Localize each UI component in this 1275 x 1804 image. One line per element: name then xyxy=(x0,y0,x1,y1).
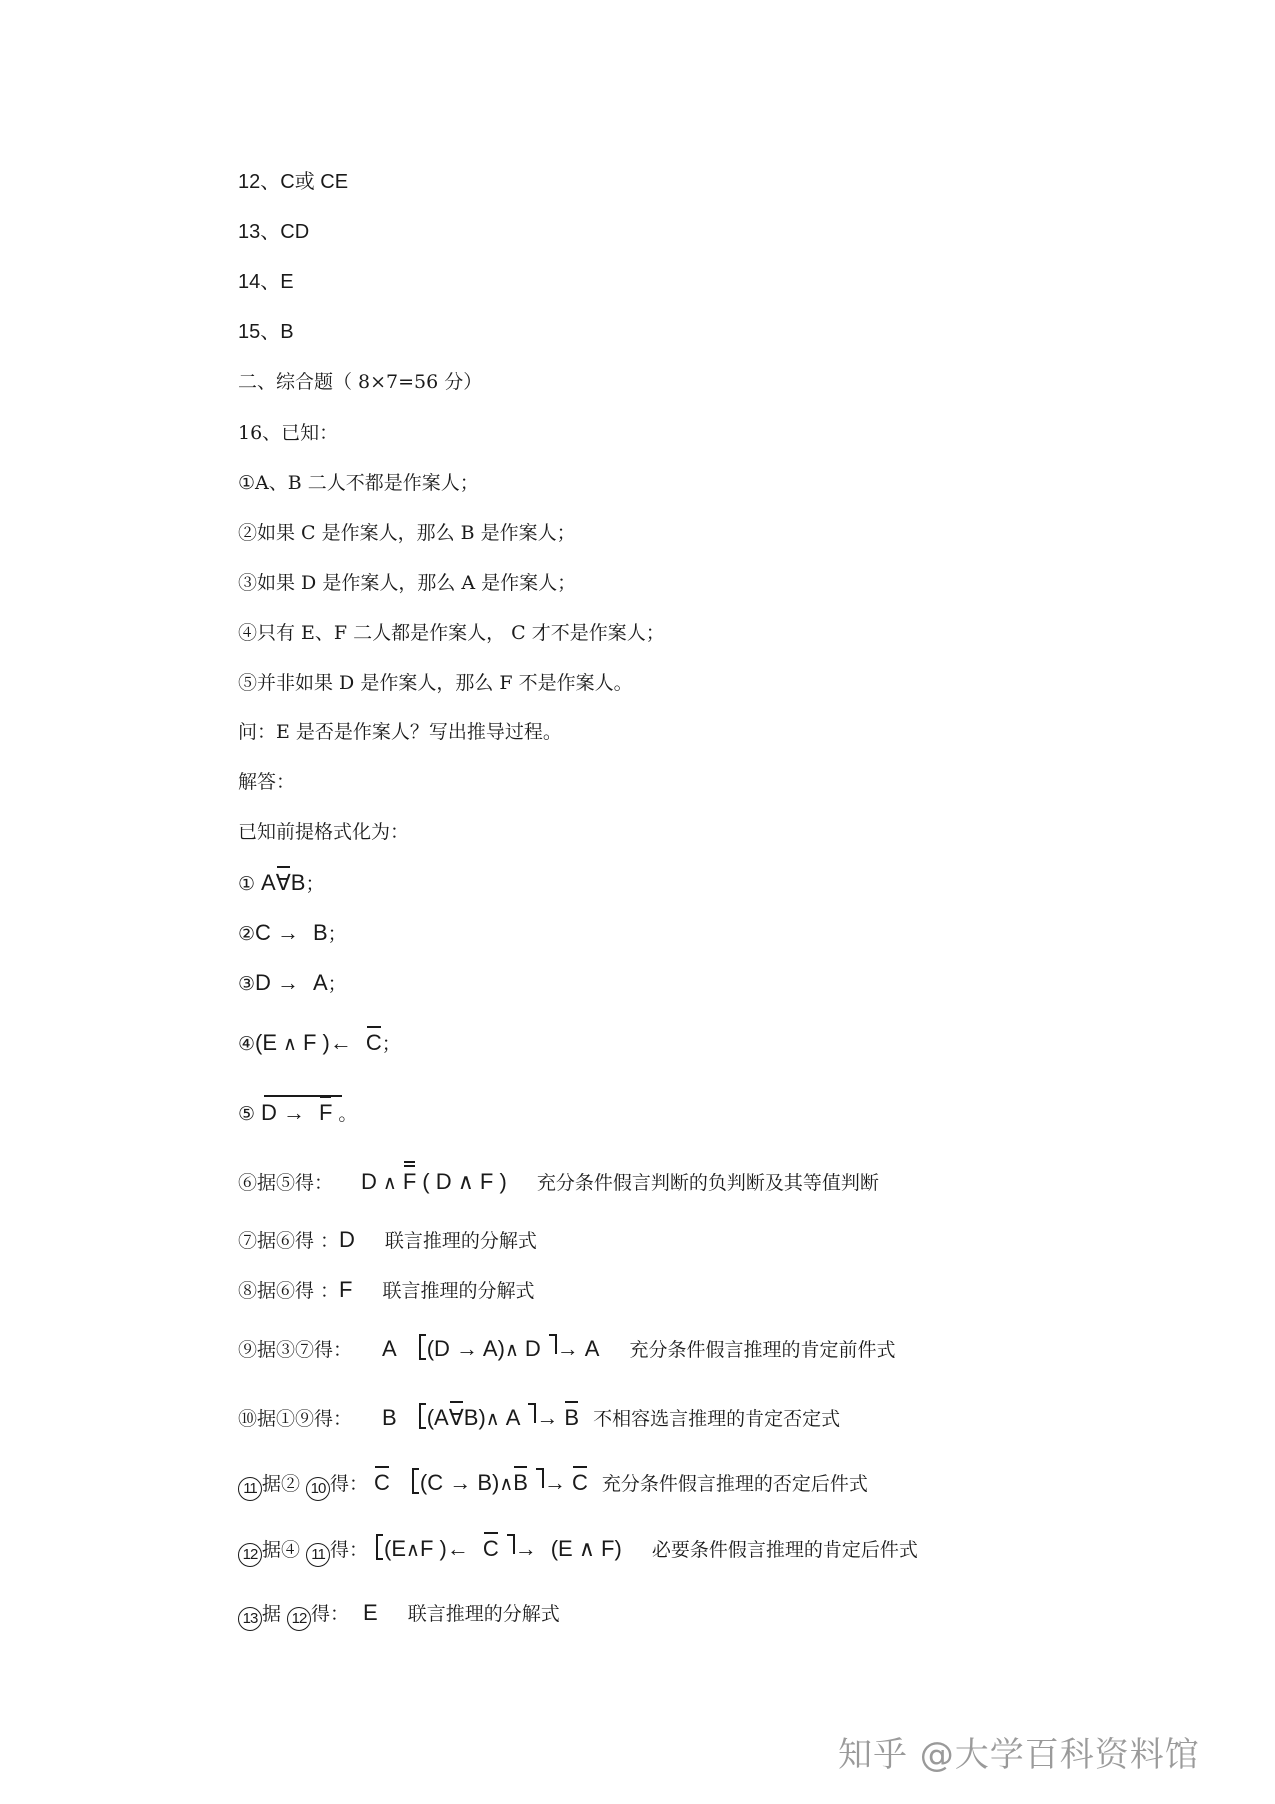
formula-2 xyxy=(238,921,347,946)
circled-number: 10 xyxy=(306,1477,330,1501)
left-bracket xyxy=(419,1403,425,1429)
step-arrow: → xyxy=(514,1536,537,1561)
formula-end: ； xyxy=(305,873,325,895)
step-label: 据 xyxy=(262,1603,282,1625)
formula-term-negated: C xyxy=(365,1030,382,1055)
right-bracket xyxy=(536,1468,544,1488)
right-bracket xyxy=(507,1534,515,1554)
step-label: 据④ xyxy=(262,1539,301,1561)
step-conclusion: A xyxy=(584,1336,600,1361)
formula-arrow: → xyxy=(276,920,299,945)
formula-number: ④ xyxy=(238,1033,256,1055)
premise-2: ②如果 C 是作案人，那么 B 是作案人； xyxy=(238,522,576,544)
step-paren: ( D ∧ F ) xyxy=(422,1169,507,1194)
step-term: A xyxy=(505,1405,521,1430)
step-term: A xyxy=(382,1336,397,1361)
formula-end: ； xyxy=(381,1033,401,1055)
formula-arrow: → xyxy=(276,970,299,995)
step-10 xyxy=(238,1403,840,1431)
step-arrow: → xyxy=(543,1470,566,1495)
step-and: ∧ xyxy=(485,1408,500,1430)
step-inner: (A xyxy=(426,1405,449,1430)
formula-3 xyxy=(238,971,347,996)
step-label: ⑩据①⑨得： xyxy=(238,1408,353,1430)
step-inner: B) xyxy=(463,1405,486,1430)
step-inner: (E xyxy=(384,1536,407,1561)
premise-5: ⑤并非如果 D 是作案人，那么 F 不是作案人。 xyxy=(238,672,633,694)
step-term: B xyxy=(382,1405,397,1430)
question-text: 问：E 是否是作案人？写出推导过程。 xyxy=(238,721,562,743)
formula-term: A xyxy=(312,970,328,995)
step-label: 得： xyxy=(330,1539,369,1561)
step-12 xyxy=(238,1534,918,1567)
step-8 xyxy=(238,1278,535,1303)
section-heading: 二、综合题（ 8×7=56 分） xyxy=(238,371,483,393)
step-reason: 不相容选言推理的肯定否定式 xyxy=(593,1408,841,1430)
step-arrow-left: ← xyxy=(446,1536,469,1561)
step-term: E xyxy=(363,1600,378,1625)
step-7 xyxy=(238,1228,537,1253)
formula-number: ③ xyxy=(238,973,256,995)
step-13 xyxy=(238,1601,560,1631)
premise-4: ④只有 E、F 二人都是作案人， C 才不是作案人； xyxy=(238,622,665,644)
step-reason: 充分条件假言推理的否定后件式 xyxy=(601,1473,868,1495)
step-label: 得： xyxy=(330,1473,369,1495)
formula-term: D xyxy=(261,1100,277,1125)
step-term: D xyxy=(339,1227,355,1252)
formalize-heading: 已知前提格式化为： xyxy=(238,821,410,843)
formula-number: ② xyxy=(238,923,256,945)
formula-term-negated: F xyxy=(318,1100,333,1125)
formula-term: B xyxy=(290,870,306,895)
answer-15: 15、B xyxy=(238,321,294,343)
formula-and: ∧ xyxy=(283,1033,297,1055)
formula-term: F ) xyxy=(302,1030,330,1055)
step-term-negated: C xyxy=(374,1470,390,1495)
answer-label: 解答： xyxy=(238,771,296,793)
formula-arrow: → xyxy=(282,1100,305,1125)
formula-1 xyxy=(238,871,325,896)
formula-end: ； xyxy=(327,973,347,995)
formula-arrow: ← xyxy=(329,1030,352,1055)
circled-number: 11 xyxy=(238,1477,262,1501)
answer-13: 13、CD xyxy=(238,221,310,243)
step-operator: ∀ xyxy=(448,1405,464,1430)
formula-end: 。 xyxy=(338,1103,358,1125)
circled-number: 13 xyxy=(238,1607,262,1631)
step-reason: 充分条件假言推理的肯定前件式 xyxy=(629,1339,896,1361)
step-term: D xyxy=(361,1169,377,1194)
step-label: 据② xyxy=(262,1473,301,1495)
step-inner: (C → B) xyxy=(419,1470,500,1495)
step-term-double-negated: F xyxy=(402,1169,417,1194)
step-conclusion: (E ∧ F) xyxy=(550,1536,622,1561)
formula-term: C xyxy=(255,920,271,945)
step-9 xyxy=(238,1334,895,1362)
step-colon: ： xyxy=(320,1230,340,1252)
formula-term: A xyxy=(261,870,276,895)
step-arrow: → xyxy=(536,1405,559,1430)
step-and: ∧ xyxy=(499,1473,514,1495)
step-and: ∧ xyxy=(382,1172,397,1194)
answer-12: 12、C或 CE xyxy=(238,171,349,193)
formula-end: ； xyxy=(327,923,347,945)
step-label: ⑧据⑥得 xyxy=(238,1280,315,1302)
step-reason: 联言推理的分解式 xyxy=(382,1280,535,1302)
step-inner: F ) xyxy=(419,1536,447,1561)
step-and: ∧ xyxy=(504,1339,519,1361)
step-arrow: → xyxy=(556,1336,579,1361)
step-reason: 充分条件假言判断的负判断及其等值判断 xyxy=(536,1172,879,1194)
step-and: ∧ xyxy=(406,1539,420,1561)
question-16: 16、已知： xyxy=(238,422,339,444)
step-label: 得： xyxy=(311,1603,350,1625)
right-bracket xyxy=(549,1334,557,1354)
step-inner: (D → A) xyxy=(426,1336,505,1361)
step-term: F xyxy=(339,1277,353,1302)
step-conclusion-negated: C xyxy=(571,1470,588,1495)
formula-4 xyxy=(238,1031,401,1056)
step-term-negated: C xyxy=(482,1536,499,1561)
circled-number: 11 xyxy=(306,1543,330,1567)
circled-number: 12 xyxy=(238,1543,262,1567)
step-reason: 联言推理的分解式 xyxy=(407,1603,560,1625)
premise-3: ③如果 D 是作案人，那么 A 是作案人； xyxy=(238,572,577,594)
left-bracket xyxy=(376,1534,382,1560)
left-bracket xyxy=(412,1468,418,1494)
step-label: ⑥据⑤得： xyxy=(238,1172,334,1194)
circled-number: 12 xyxy=(287,1607,311,1631)
step-term-negated: B xyxy=(513,1470,528,1495)
formula-operator: ∀ xyxy=(275,870,291,895)
watermark: 知乎 @大学百科资料馆 xyxy=(838,1735,1200,1775)
step-6 xyxy=(238,1170,879,1195)
step-colon: ： xyxy=(320,1280,340,1302)
formula-term: D xyxy=(255,970,271,995)
formula-term: (E xyxy=(255,1030,278,1055)
step-reason: 必要条件假言推理的肯定后件式 xyxy=(651,1539,918,1561)
formula-number: ① xyxy=(238,873,256,895)
formula-5 xyxy=(238,1101,357,1126)
step-reason: 联言推理的分解式 xyxy=(384,1230,537,1252)
step-conclusion-negated: B xyxy=(564,1405,580,1430)
left-bracket xyxy=(419,1334,425,1360)
formula-number: ⑤ xyxy=(238,1103,256,1125)
answer-14: 14、E xyxy=(238,271,294,293)
step-11 xyxy=(238,1468,868,1501)
premise-1: ①A、B 二人不都是作案人； xyxy=(238,472,479,494)
formula-term: B xyxy=(312,920,328,945)
step-term: D xyxy=(524,1336,541,1361)
step-label: ⑨据③⑦得： xyxy=(238,1339,353,1361)
step-label: ⑦据⑥得 xyxy=(238,1230,315,1252)
